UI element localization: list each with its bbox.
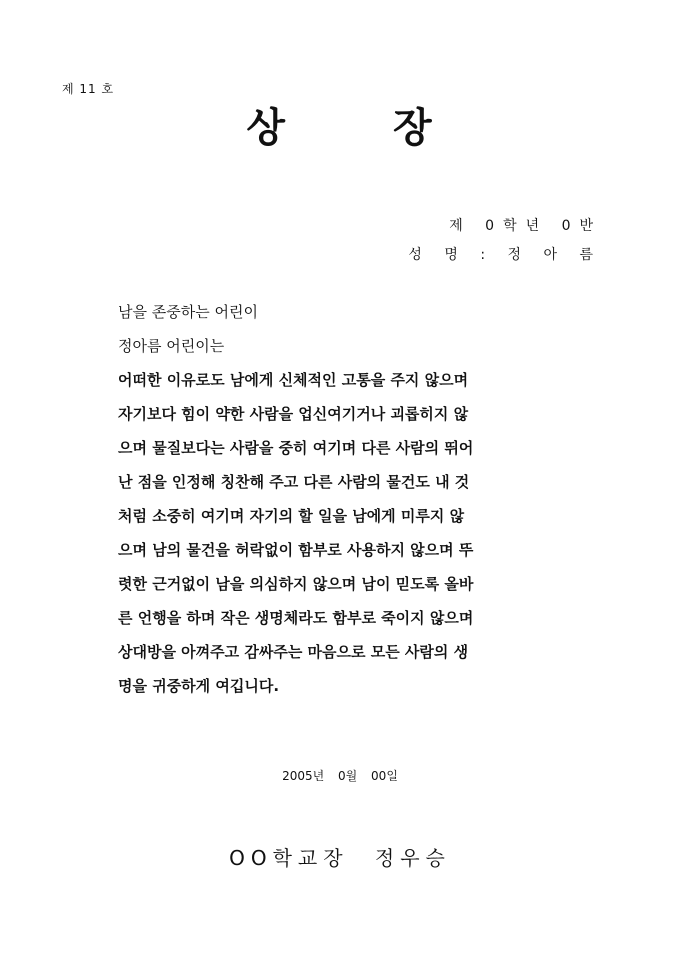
body-line: 으며 남의 물건을 허락없이 함부로 사용하지 않으며 뚜 (118, 541, 474, 559)
certificate-number: 제 11 호 (62, 82, 115, 96)
recipient-name-line: 성 명 : 정 아 름 (408, 247, 602, 263)
body-line: 렷한 근거없이 남을 의심하지 않으며 남이 믿도록 올바 (118, 575, 474, 593)
issue-date: 2005년 0월 00일 (282, 769, 398, 783)
body-line: 으며 물질보다는 사람을 중히 여기며 다른 사람의 뛰어 (118, 439, 474, 457)
body-line: 어떠한 이유로도 남에게 신체적인 고통을 주지 않으며 (118, 371, 469, 389)
body-line: 명을 귀중하게 여깁니다. (118, 677, 280, 695)
issuer-signature-line: OO학교장 정우승 (229, 846, 451, 870)
body-line: 자기보다 힘이 약한 사람을 업신여기거나 괴롭히지 않 (118, 405, 469, 423)
body-line: 남을 존중하는 어린이 (118, 303, 258, 321)
recipient-class-line: 제 0학년 0반 (449, 218, 602, 234)
certificate-body (118, 295, 578, 703)
body-line: 른 언행을 하며 작은 생명체라도 함부로 죽이지 않으며 (118, 609, 474, 627)
body-line: 처럼 소중히 여기며 자기의 할 일을 남에게 미루지 않 (118, 507, 465, 525)
body-line: 정아름 어린이는 (118, 337, 225, 355)
body-line: 상대방을 아껴주고 감싸주는 마음으로 모든 사람의 생 (118, 643, 469, 661)
certificate-title: 상 장 (246, 105, 434, 151)
body-line: 난 점을 인정해 칭찬해 주고 다른 사람의 물건도 내 것 (118, 473, 470, 491)
